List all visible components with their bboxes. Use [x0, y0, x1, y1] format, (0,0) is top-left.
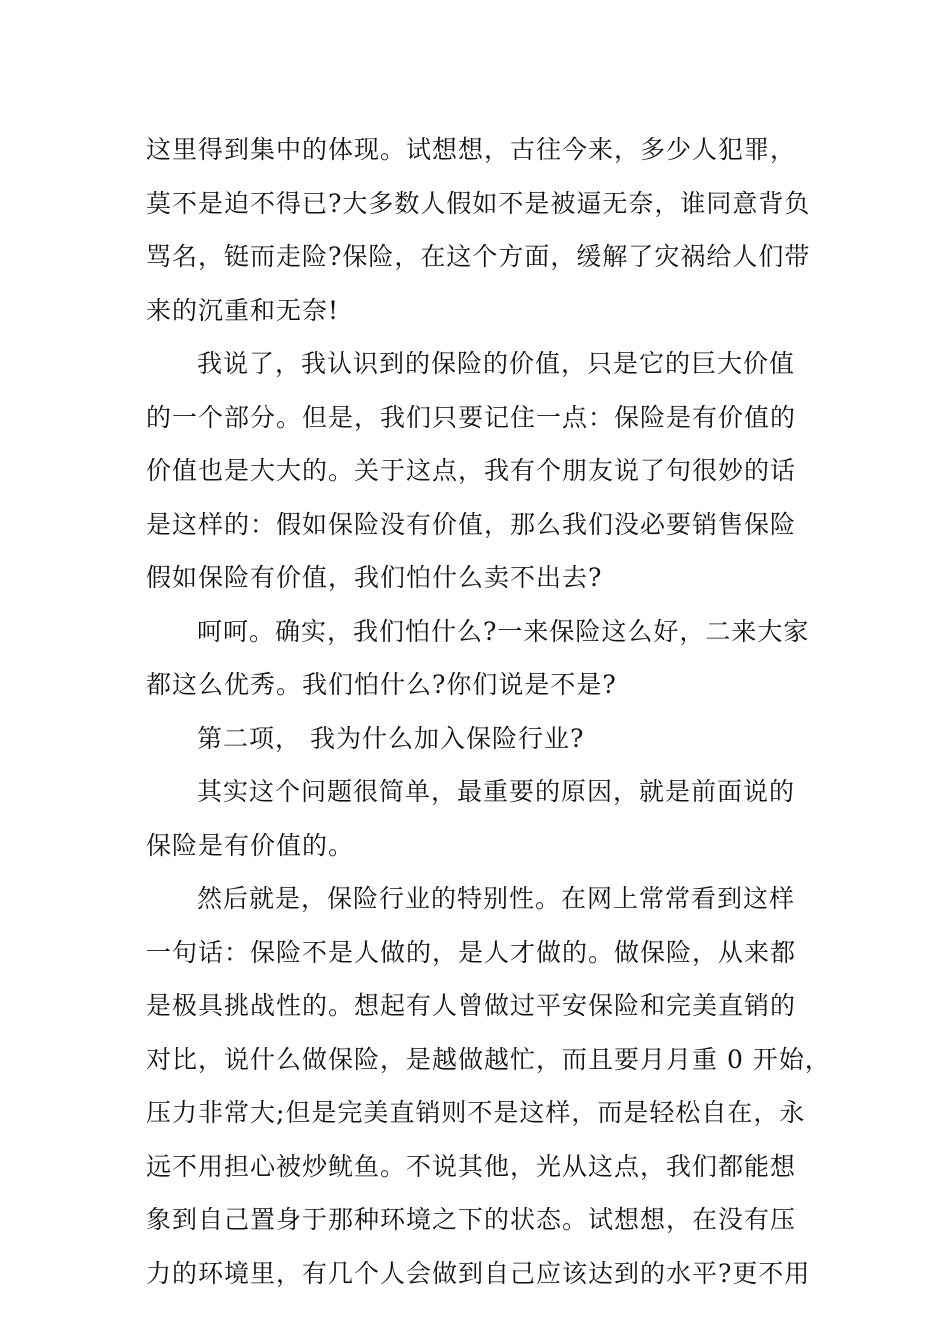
- section-heading: 第二项， 我为什么加入保险行业?: [197, 723, 585, 753]
- text-line: 骂名，铤而走险?保险，在这个方面，缓解了灾祸给人们带: [146, 242, 811, 271]
- text-line: 力的环境里，有几个人会做到自己应该达到的水平?更不用: [146, 1258, 811, 1288]
- text-line: 假如保险有价值，我们怕什么卖不出去?: [146, 563, 603, 592]
- body-text: [146, 123, 831, 1300]
- text-line: 来的沉重和无奈!: [146, 295, 340, 325]
- paragraph-first-line: 我说了，我认识到的保险的价值，只是它的巨大价值: [197, 349, 796, 378]
- text-line: 的一个部分。但是，我们只要记住一点：保险是有价值的: [146, 402, 797, 432]
- paragraph-first-line: 呵呵。确实，我们怕什么?一来保险这么好，二来大家: [197, 616, 810, 646]
- text-line: 远不用担心被炒鱿鱼。不说其他，光从这点，我们都能想: [146, 1151, 797, 1181]
- text-line: 都这么优秀。我们怕什么?你们说是不是?: [146, 670, 617, 699]
- text-line: 对比，说什么做保险，是越做越忙，而且要月月重 0 开始，: [146, 1044, 831, 1074]
- text-line: 压力非常大;但是完美直销则不是这样，而是轻松自在，永: [146, 1098, 806, 1127]
- paragraph-first-line: 其实这个问题很简单，最重要的原因，就是前面说的: [197, 777, 796, 806]
- paragraph-first-line: 然后就是，保险行业的特别性。在网上常常看到这样: [197, 884, 796, 913]
- text-line: 这里得到集中的体现。试想想，古往今来，多少人犯罪，: [146, 135, 797, 164]
- text-line: 一句话：保险不是人做的，是人才做的。做保险，从来都: [146, 937, 797, 967]
- text-line: 是极具挑战性的。想起有人曾做过平安保险和完美直销的: [146, 991, 797, 1020]
- text-line: 价值也是大大的。关于这点，我有个朋友说了句很妙的话: [146, 456, 797, 485]
- text-line: 保险是有价值的。: [146, 830, 355, 860]
- text-line: 莫不是迫不得已?大多数人假如不是被逼无奈，谁同意背负: [146, 188, 811, 218]
- text-line: 是这样的：假如保险没有价值，那么我们没必要销售保险: [146, 509, 797, 539]
- text-line: 象到自己置身于那种环境之下的状态。试想想，在没有压: [146, 1205, 797, 1234]
